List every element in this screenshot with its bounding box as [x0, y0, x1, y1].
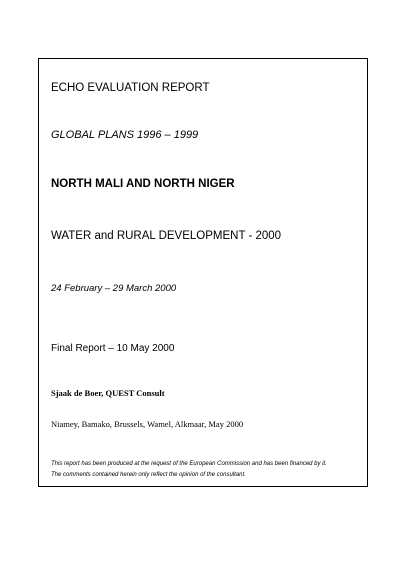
disclaimer-line-2: The comments contained herein only reflect the opinion of the consultant.: [51, 471, 246, 478]
sector-heading: WATER and RURAL DEVELOPMENT - 2000: [51, 230, 282, 242]
disclaimer-line-1: This report has been produced at the request of the European Commission and has been financed by it.: [51, 461, 327, 467]
final-report-date: Final Report – 10 May 2000: [51, 343, 175, 354]
mission-dates: 24 February – 29 March 2000: [51, 283, 177, 294]
report-type-title: ECHO EVALUATION REPORT: [51, 82, 210, 94]
author-line: Sjaak de Boer, QUEST Consult: [51, 388, 165, 398]
disclaimer: [51, 459, 357, 480]
global-plans-heading: GLOBAL PLANS 1996 – 1999: [51, 129, 199, 141]
places-and-date: Niamey, Bamako, Brussels, Wamel, Alkmaar, May 2000: [51, 419, 244, 429]
cover-frame: [38, 58, 368, 487]
region-heading: NORTH MALI AND NORTH NIGER: [51, 178, 235, 190]
